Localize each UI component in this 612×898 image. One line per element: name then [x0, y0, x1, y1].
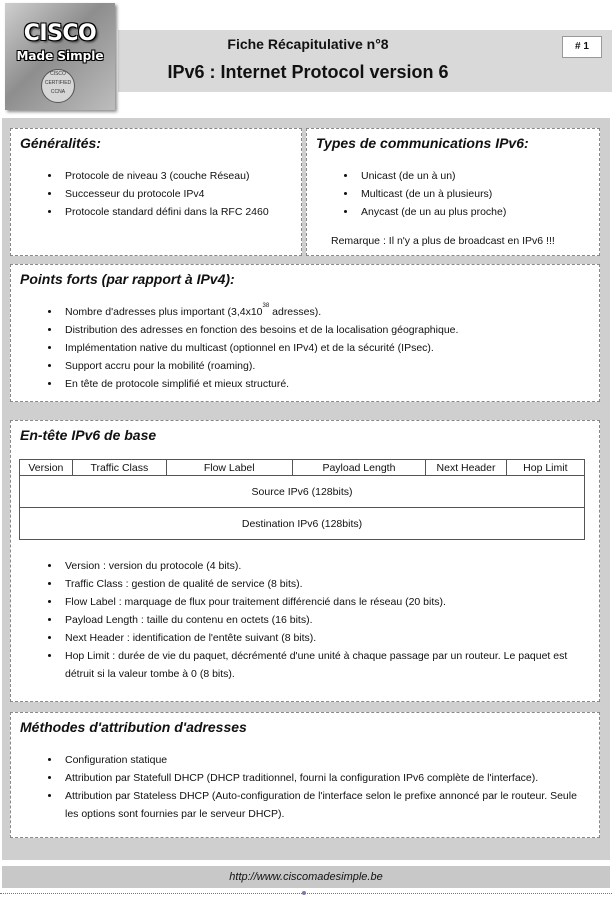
broadcast-remark: Remarque : Il n'y a plus de broadcast en IPv6 !!!	[331, 235, 555, 247]
list-item: • Flow Label : marquage de flux pour traitement différencié dans le réseau (20 bits).	[61, 593, 581, 611]
list-item: • Successeur du protocole IPv4	[61, 185, 269, 203]
sheet-subtitle: IPv6 : Internet Protocol version 6	[167, 62, 449, 82]
points-forts-heading: Points forts (par rapport à IPv4):	[20, 271, 235, 287]
list-item: • Unicast (de un à un)	[357, 167, 506, 185]
field-payload-length: Payload Length	[292, 460, 426, 476]
entete-heading: En-tête IPv6 de base	[20, 427, 157, 443]
list-item: • Version : version du protocole (4 bits).	[61, 557, 581, 575]
table-row	[20, 508, 585, 540]
list-item: • Anycast (de un au plus proche)	[357, 203, 506, 221]
types-box	[306, 128, 600, 256]
list-item	[61, 303, 458, 321]
field-hop-limit: Hop Limit	[506, 460, 584, 476]
field-flow-label: Flow Label	[166, 460, 292, 476]
methodes-box	[10, 712, 600, 838]
generalites-box	[10, 128, 302, 256]
bottom-dot	[302, 891, 306, 895]
address-count-suffix: adresses).	[269, 306, 322, 318]
list-item: • Traffic Class : gestion de qualité de service (8 bits).	[61, 575, 581, 593]
page-number-badge: # 1	[562, 36, 602, 58]
list-item: • Next Header : identification de l'entête suivant (8 bits).	[61, 629, 581, 647]
page-header	[0, 0, 612, 118]
field-source: Source IPv6 (128bits)	[20, 476, 585, 508]
list-item: • Implémentation native du multicast (optionnel en IPv4) et de la sécurité (IPsec).	[61, 339, 458, 357]
logo-text: CISCO	[23, 21, 97, 46]
methodes-heading: Méthodes d'attribution d'adresses	[20, 719, 247, 735]
points-forts-box	[10, 264, 600, 402]
list-item: • Hop Limit : durée de vie du paquet, décrémenté d'une unité à chaque passage par un routeur. Le paquet est détruit si la valeur tombe à 0 (8 bits).	[61, 647, 581, 683]
ccna-seal-icon: CISCO CERTIFIED CCNA	[41, 69, 75, 103]
table-row	[20, 476, 585, 508]
list-item: • Attribution par Stateless DHCP (Auto-configuration de l'interface selon le prefixe annoncé par le routeur. Seule les options sont fournies par le serveur DHCP).	[61, 787, 591, 823]
bottom-border	[0, 893, 612, 894]
list-item: • Configuration statique	[61, 751, 591, 769]
generalites-heading: Généralités:	[20, 135, 101, 151]
field-next-header: Next Header	[426, 460, 506, 476]
list-item: • Multicast (de un à plusieurs)	[357, 185, 506, 203]
table-row	[20, 460, 585, 476]
content-area	[2, 118, 610, 860]
list-item: • Protocole standard défini dans la RFC 2460	[61, 203, 269, 221]
list-item: • Attribution par Statefull DHCP (DHCP traditionnel, fourni la configuration IPv6 complète de l'interface).	[61, 769, 591, 787]
cisco-logo	[5, 3, 115, 110]
entete-list	[41, 557, 581, 683]
field-destination: Destination IPv6 (128bits)	[20, 508, 585, 540]
types-heading: Types de communications IPv6:	[316, 135, 529, 151]
address-count-prefix: Nombre d'adresses plus important (3,4x10	[65, 306, 263, 318]
list-item: • Payload Length : taille du contenu en octets (16 bits).	[61, 611, 581, 629]
list-item: • Protocole de niveau 3 (couche Réseau)	[61, 167, 269, 185]
logo-subtext: Made Simple	[16, 49, 104, 63]
entete-box	[10, 420, 600, 702]
generalites-list	[41, 167, 269, 221]
methodes-list	[41, 751, 591, 823]
field-traffic-class: Traffic Class	[72, 460, 166, 476]
list-item: • Support accru pour la mobilité (roaming).	[61, 357, 458, 375]
points-forts-list	[41, 303, 458, 393]
ipv6-header-table	[19, 459, 585, 540]
field-version: Version	[20, 460, 73, 476]
sheet-title: Fiche Récapitulative n°8	[227, 36, 389, 52]
footer-url[interactable]: http://www.ciscomadesimple.be	[2, 866, 610, 888]
types-list	[337, 167, 506, 221]
address-count-exponent: 38	[262, 303, 270, 309]
list-item: • Distribution des adresses en fonction des besoins et de la localisation géographique.	[61, 321, 458, 339]
list-item: • En tête de protocole simplifié et mieux structuré.	[61, 375, 458, 393]
